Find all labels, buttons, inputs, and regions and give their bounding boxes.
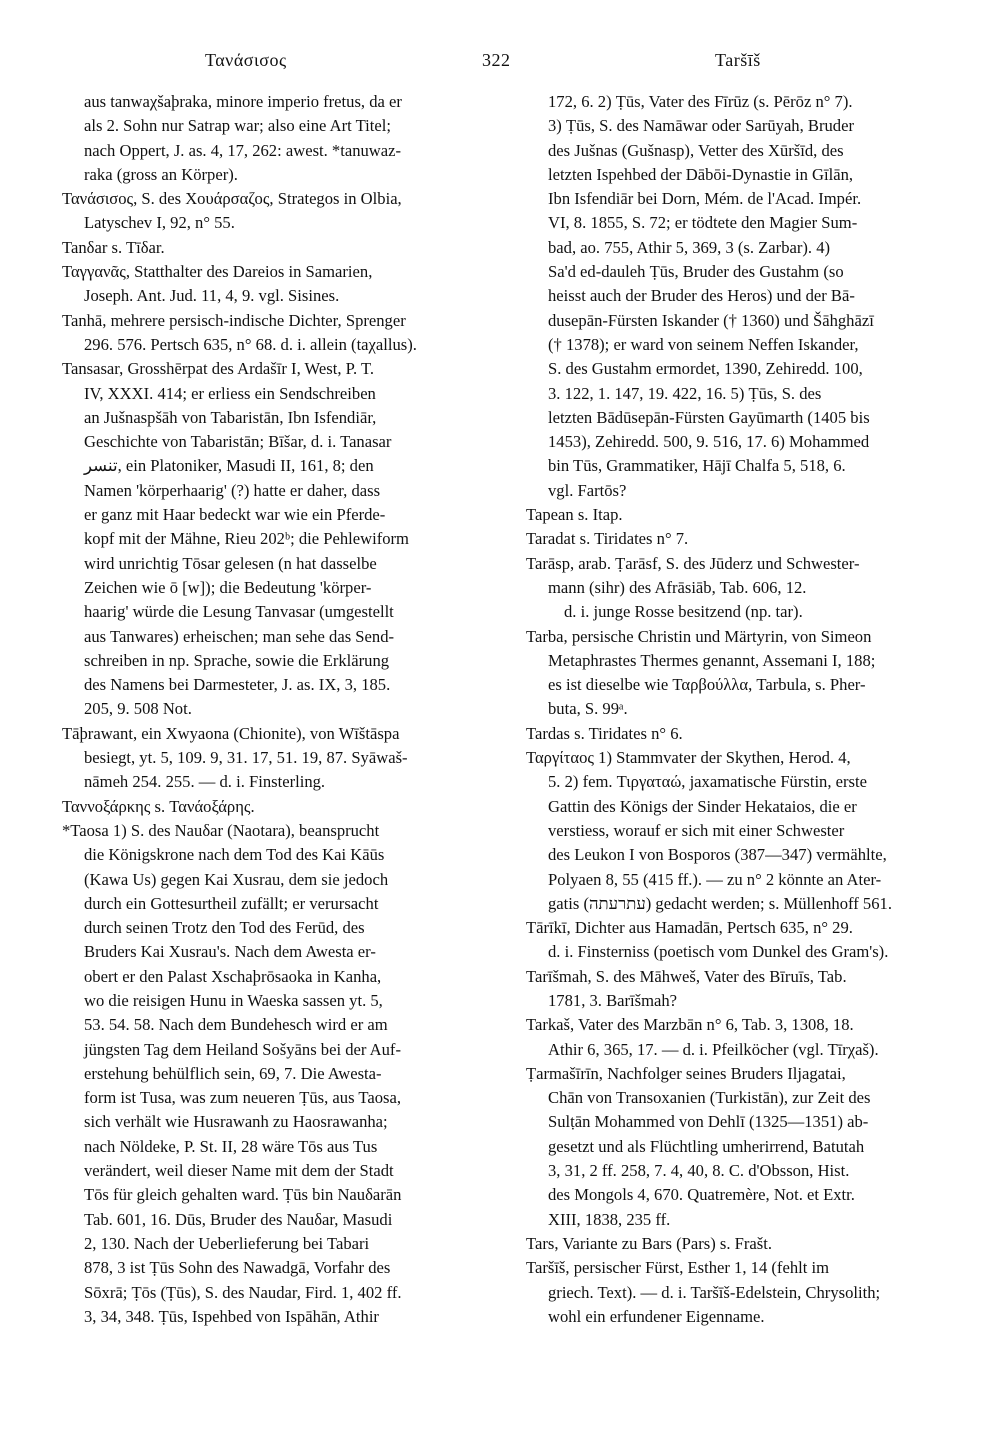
text-line: Tarba, persische Christin und Märtyrin, von Simeon bbox=[526, 626, 872, 646]
text-line: wohl ein erfundener Eigenname. bbox=[548, 1306, 765, 1326]
text-line: XIII, 1838, 235 ff. bbox=[548, 1209, 671, 1229]
text-line: Tansasar, Grosshērpat des Ardašīr I, West, P. T. bbox=[62, 359, 375, 379]
left-column bbox=[62, 90, 478, 1329]
text-line: 296. 576. Pertsch 635, n° 68. d. i. allein (taχallus). bbox=[84, 334, 417, 354]
text-line: 2, 130. Nach der Ueberlieferung bei Tabari bbox=[84, 1233, 370, 1253]
text-line: تنسر, ein Platoniker, Masudi II, 161, 8; den bbox=[84, 456, 374, 476]
page-number: 322 bbox=[482, 50, 511, 70]
text-line: Latyschev I, 92, n° 55. bbox=[84, 213, 235, 233]
text-line: vgl. Fartōs? bbox=[548, 480, 627, 500]
text-line: 53. 54. 58. Nach dem Bundehesch wird er am bbox=[84, 1015, 388, 1035]
text-line: (Kawa Us) gegen Kai Xusrau, dem sie jedoch bbox=[84, 869, 389, 889]
text-line: erstehung behülflich sein, 69, 7. Die Awesta- bbox=[84, 1063, 382, 1083]
text-line: Sōxrā; Ṭōs (Ṭūs), S. des Naudar, Fird. 1, 402 ff. bbox=[84, 1282, 402, 1302]
text-line: Polyaen 8, 55 (415 ff.). — zu n° 2 könnte an Ater- bbox=[548, 869, 882, 889]
text-line: nāmeh 254. 255. — d. i. Finsterling. bbox=[84, 772, 326, 792]
text-line: Tanhā, mehrere persisch-indische Dichter, Sprenger bbox=[62, 310, 406, 330]
text-line: Ταννοξάρκης s. Τανάοξάρης. bbox=[62, 796, 255, 816]
text-line: Tab. 601, 16. Dūs, Bruder des Nauδar, Masudi bbox=[84, 1209, 393, 1229]
text-line: dusepān-Fürsten Iskander († 1360) und Šāhghāzī bbox=[548, 310, 874, 330]
text-line: letzten Ispehbed der Dābōi-Dynastie in Gīlān, bbox=[548, 164, 854, 184]
text-line: Tardas s. Tiridates n° 6. bbox=[526, 723, 683, 743]
text-line: heisst auch der Bruder des Heros) und der Bā- bbox=[548, 286, 855, 306]
text-line: 172, 6. 2) Ṭūs, Vater des Fīrūz (s. Pērōz n° 7). bbox=[548, 92, 853, 111]
text-line: nach Nöldeke, P. St. II, 28 wäre Tōs aus Tus bbox=[84, 1136, 378, 1156]
text-line: aus tanwaχšaþraka, minore imperio fretus, da er bbox=[84, 92, 402, 111]
text-line: raka (gross an Körper). bbox=[84, 164, 238, 184]
text-line: VI, 8. 1855, S. 72; er tödtete den Magier Sum- bbox=[548, 213, 858, 233]
text-line: er ganz mit Haar bedeckt war wie ein Pferde- bbox=[84, 505, 386, 525]
text-line: an Jušnaspšāh von Tabaristān, Ibn Isfendiār, bbox=[84, 407, 377, 427]
text-line: 5. 2) fem. Τιργαταώ, jaxamatische Fürstin, erste bbox=[548, 772, 867, 792]
text-line: d. i. junge Rosse besitzend (np. tar). bbox=[564, 602, 803, 622]
text-line: gesetzt und als Flüchtling umherirrend, Batutah bbox=[548, 1136, 865, 1156]
text-line: griech. Text). — d. i. Taršīš-Edelstein, Chrysolith; bbox=[548, 1282, 881, 1302]
text-line: wo die reisigen Hunu in Waeska sassen yt. 5, bbox=[84, 990, 383, 1010]
text-line: Sa'd ed-dauleh Ṭūs, Bruder des Gustahm (so bbox=[548, 262, 844, 282]
text-line: 205, 9. 508 Not. bbox=[84, 699, 192, 719]
text-line: 878, 3 ist Ṭūs Sohn des Nawadgā, Vorfahr des bbox=[84, 1258, 391, 1278]
text-line: sich verhält wie Husrawanh zu Haosrawanha; bbox=[84, 1112, 388, 1132]
text-line: 1781, 3. Barīšmah? bbox=[548, 990, 678, 1010]
text-line: Ταργίταος 1) Stammvater der Skythen, Herod. 4, bbox=[526, 748, 851, 768]
text-line: Tarāsp, arab. Ṭarāsf, S. des Jūderz und Schwester- bbox=[526, 553, 860, 573]
text-line: bad, ao. 755, Athir 5, 369, 3 (s. Zarbar). 4) bbox=[548, 237, 831, 257]
text-line: form ist Tusa, was zum neueren Ṭūs, aus Taosa, bbox=[84, 1088, 401, 1108]
text-line: Namen 'körperhaarig' (?) hatte er daher, dass bbox=[84, 480, 381, 500]
text-line: jüngsten Tag dem Heiland Sošyāns bei der Auf- bbox=[84, 1039, 401, 1059]
text-line: bin Tūs, Grammatiker, Hājī Chalfa 5, 518, 6. bbox=[548, 456, 846, 476]
text-line: als 2. Sohn nur Satrap war; also eine Art Titel; bbox=[84, 116, 391, 136]
text-line: († 1378); er ward von seinem Neffen Iskander, bbox=[548, 334, 859, 354]
text-line: Ibn Isfendiār bei Dorn, Mém. de l'Acad. Impér. bbox=[548, 189, 862, 209]
running-head-left: Τανάσισος bbox=[205, 50, 287, 70]
text-line: Metaphrastes Thermes genannt, Assemani I, 188; bbox=[548, 650, 876, 670]
text-line: Tapean s. Itap. bbox=[526, 505, 623, 525]
right-column bbox=[526, 90, 960, 1329]
text-line: Joseph. Ant. Jud. 11, 4, 9. vgl. Sisines. bbox=[84, 286, 340, 306]
text-line: nach Oppert, J. as. 4, 17, 262: awest. *tanuwaz- bbox=[84, 140, 402, 160]
text-line: Zeichen wie ō [w]); die Bedeutung 'körper- bbox=[84, 577, 372, 597]
text-line: Tōs für gleich gehalten ward. Ṭūs bin Nauδarān bbox=[84, 1185, 402, 1205]
text-line: des Mongols 4, 670. Quatremère, Not. et Extr. bbox=[548, 1185, 855, 1205]
text-line: Taradat s. Tiridates n° 7. bbox=[526, 529, 689, 549]
text-line: Ṭarmašīrīn, Nachfolger seines Bruders Iljagatai, bbox=[526, 1063, 846, 1083]
text-line: Taršīš, persischer Fürst, Esther 1, 14 (fehlt im bbox=[526, 1258, 829, 1278]
text-line: Tarkaš, Vater des Marzbān n° 6, Tab. 3, 1308, 18. bbox=[526, 1015, 854, 1035]
text-line: 3. 122, 1. 147, 19. 422, 16. 5) Ṭūs, S. des bbox=[548, 383, 822, 403]
text-line: Tarīšmah, S. des Māhweš, Vater des Bīruīs, Tab. bbox=[526, 966, 847, 986]
text-line: mann (sihr) des Afrāsiāb, Tab. 606, 12. bbox=[548, 577, 807, 597]
text-line: es ist dieselbe wie Ταρβούλλα, Tarbula, s. Pher- bbox=[548, 675, 866, 695]
text-line: Bruders Kai Xusrau's. Nach dem Awesta er- bbox=[84, 942, 376, 962]
text-line: *Taosa 1) S. des Nauδar (Naotara), beansprucht bbox=[62, 820, 380, 840]
text-line: verstiess, worauf er sich mit einer Schwester bbox=[548, 820, 845, 840]
text-line: des Namens bei Darmesteter, J. as. IX, 3, 185. bbox=[84, 675, 391, 695]
text-line: Athir 6, 365, 17. — d. i. Pfeilköcher (vgl. Tīrχaš). bbox=[548, 1039, 879, 1059]
text-line: Tars, Variante zu Bars (Pars) s. Frašt. bbox=[526, 1233, 772, 1253]
text-line: IV, XXXI. 414; er erliess ein Sendschreiben bbox=[84, 383, 376, 403]
text-line: durch ein Gottesurtheil zufällt; er verursacht bbox=[84, 893, 379, 913]
text-line: Gattin des Königs der Sinder Hekataios, die er bbox=[548, 796, 857, 816]
text-line: letzten Bādūsepān-Fürsten Gayūmarth (1405 bis bbox=[548, 407, 870, 427]
text-line: 1453), Zehiredd. 500, 9. 516, 17. 6) Mohammed bbox=[548, 432, 870, 452]
text-line: Geschichte von Tabaristān; Bīšar, d. i. Tanasar bbox=[84, 432, 392, 452]
text-line: kopf mit der Mähne, Rieu 202ᵇ; die Pehlewiform bbox=[84, 529, 409, 549]
text-line: die Königskrone nach dem Tod des Kai Kāūs bbox=[84, 845, 385, 865]
text-line: buta, S. 99ᵃ. bbox=[548, 699, 628, 719]
text-line: obert er den Palast Xschaþrōsaoka in Kanha, bbox=[84, 966, 382, 986]
text-line: Τανάσισος, S. des Χουάρσαζος, Strategos in Olbia, bbox=[62, 189, 402, 209]
text-line: wird unrichtig Tōsar gelesen (n hat dasselbe bbox=[84, 553, 377, 573]
text-line: Tanδar s. Tīδar. bbox=[62, 237, 165, 257]
running-head-right: Taršīš bbox=[715, 50, 761, 70]
text-line: Chān von Transoxanien (Turkistān), zur Zeit des bbox=[548, 1088, 871, 1108]
text-line: Ταγγανᾶς, Statthalter des Dareios in Samarien, bbox=[62, 262, 373, 282]
text-line: haarig' würde die Lesung Tanvasar (umgestellt bbox=[84, 602, 394, 622]
text-line: durch seinen Trotz den Tod des Ferūd, des bbox=[84, 918, 365, 938]
text-line: gatis (עתרעתה) gedacht werden; s. Müllenhoff 561. bbox=[548, 893, 892, 913]
text-line: des Jušnas (Gušnasp), Vetter des Xūršīd, des bbox=[548, 140, 844, 160]
text-line: S. des Gustahm ermordet, 1390, Zehiredd. 100, bbox=[548, 359, 863, 379]
text-line: des Leukon I von Bosporos (387—347) vermählte, bbox=[548, 845, 887, 865]
text-line: 3) Ṭūs, S. des Namāwar oder Sarūyah, Bruder bbox=[548, 116, 854, 136]
text-line: aus Tanwares) erheischen; man sehe das Send- bbox=[84, 626, 395, 646]
text-line: verändert, weil dieser Name mit dem der Stadt bbox=[84, 1161, 394, 1181]
text-line: besiegt, yt. 5, 109. 9, 31. 17, 51. 19, 87. Syāwaš- bbox=[84, 748, 408, 768]
text-line: schreiben in np. Sprache, sowie die Erklärung bbox=[84, 650, 390, 670]
text-line: d. i. Finsterniss (poetisch vom Dunkel des Gram's). bbox=[548, 942, 889, 962]
text-line: 3, 31, 2 ff. 258, 7. 4, 40, 8. C. d'Obsson, Hist. bbox=[548, 1161, 850, 1181]
text-line: 3, 34, 348. Ṭūs, Ispehbed von Ispāhān, Athir bbox=[84, 1306, 379, 1326]
text-line: Tārīkī, Dichter aus Hamadān, Pertsch 635, n° 29. bbox=[526, 918, 853, 938]
text-line: Sulṭān Mohammed von Dehlī (1325—1351) ab- bbox=[548, 1112, 869, 1132]
text-line: Tāþrawant, ein Xwyaona (Chionite), von Wīštāspa bbox=[62, 723, 400, 743]
